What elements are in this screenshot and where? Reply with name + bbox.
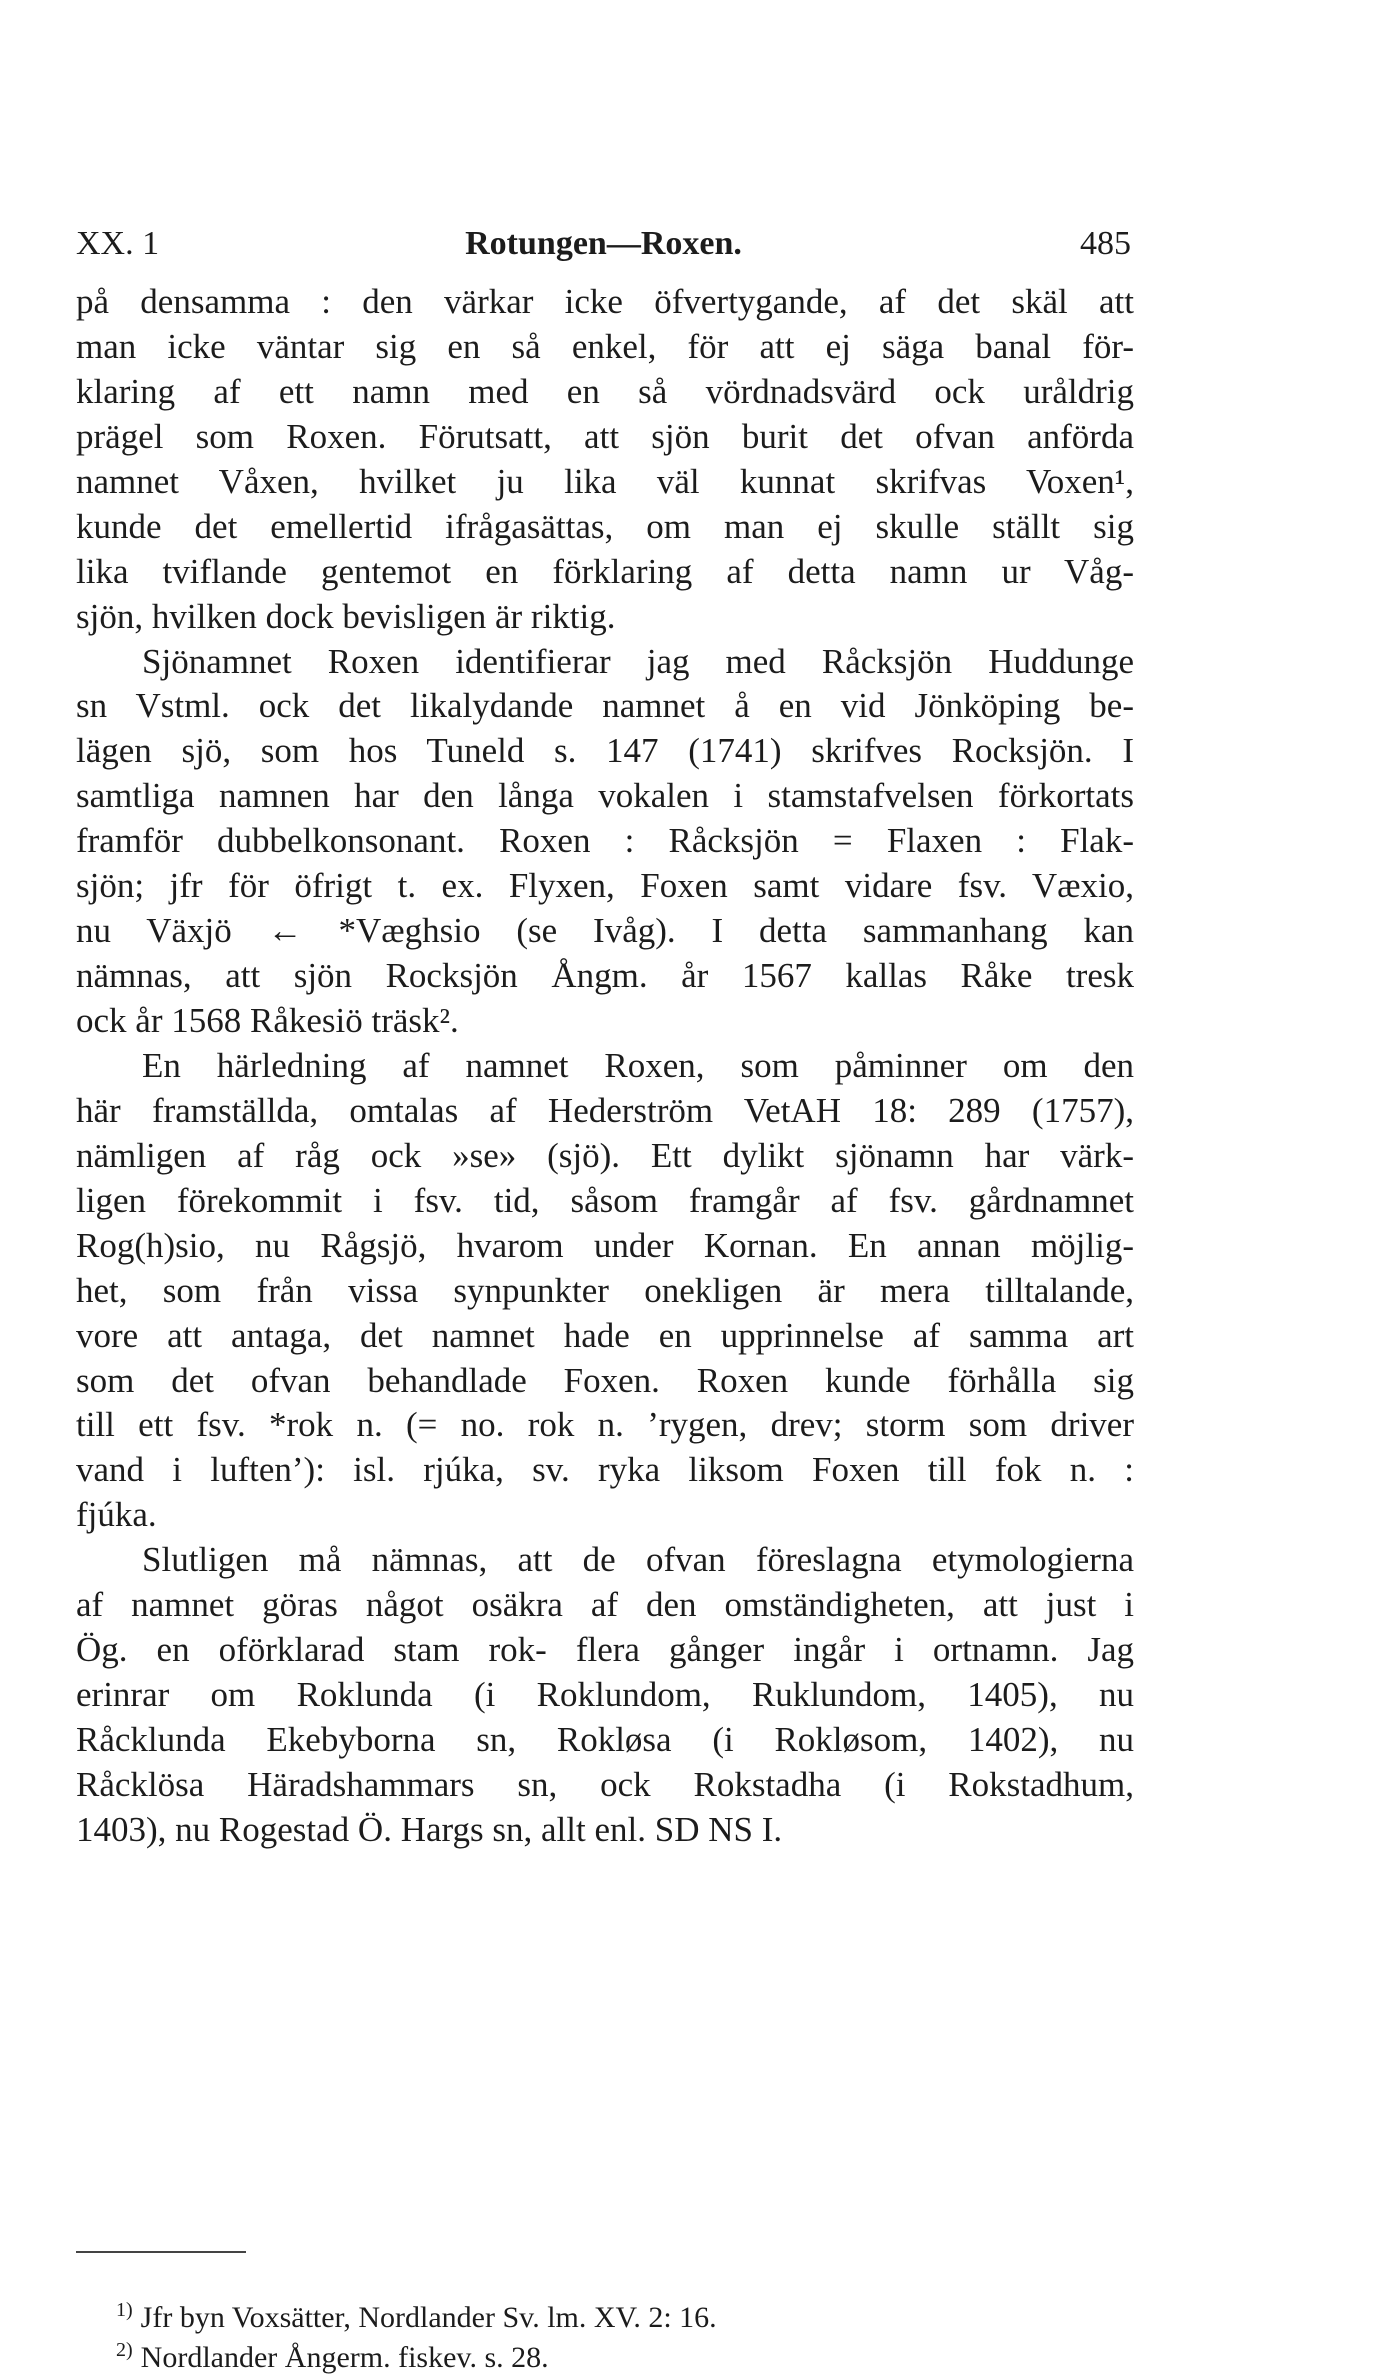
text-line: till ett fsv. *rok n. (= no. rok n. ’rygen, drev; storm som driver — [76, 1405, 1134, 1445]
text-line: kunde det emellertid ifrågasättas, om man ej skulle ställt sig — [76, 506, 1134, 546]
text-line: ock år 1568 Råkesiö träsk². — [76, 1001, 459, 1040]
text-line: En härledning af namnet Roxen, som påminner om den — [142, 1045, 1134, 1085]
body-text — [76, 280, 1134, 1853]
text-line: på densamma : den värkar icke öfvertygande, af det skäl att — [76, 282, 1134, 321]
footnote — [116, 2330, 1116, 2374]
text-line: Råcklunda Ekebyborna sn, Rokløsa (i Rokløsom, 1402), nu — [76, 1720, 1134, 1759]
text-line: man icke väntar sig en så enkel, för att ej säga banal för- — [76, 326, 1134, 366]
text-line: framför dubbelkonsonant. Roxen : Råcksjön = Flaxen : Flak- — [76, 821, 1134, 861]
text-line: sjön; jfr för öfrigt t. ex. Flyxen, Foxen samt vidare fsv. Væxio, — [76, 866, 1134, 906]
footnotes — [116, 2290, 1116, 2374]
text-line: här framställda, omtalas af Hederström VetAH 18: 289 (1757), — [76, 1090, 1134, 1130]
text-line: Sjönamnet Roxen identifierar jag med Råcksjön Huddunge — [142, 641, 1134, 681]
footnote-text: Jfr byn Voxsätter, Nordlander Sv. lm. XV. 2: 16. — [140, 2301, 717, 2334]
text-line: som det ofvan behandlade Foxen. Roxen kunde förhålla sig — [76, 1360, 1134, 1400]
text-line: ligen förekommit i fsv. tid, såsom framgår af fsv. gårdnamnet — [76, 1180, 1134, 1220]
text-line: het, som från vissa synpunkter onekligen är mera tilltalande, — [76, 1270, 1134, 1310]
text-line: sn Vstml. ock det likalydande namnet å en vid Jönköping be- — [76, 686, 1134, 726]
footnote-mark: 2) — [116, 2339, 133, 2361]
text-line: 1403), nu Rogestad Ö. Hargs sn, allt enl. SD NS I. — [76, 1809, 783, 1849]
text-line: samtliga namnen har den långa vokalen i stamstafvelsen förkortats — [76, 776, 1134, 816]
text-line: sjön, hvilken dock bevisligen är riktig. — [76, 596, 616, 636]
text-line: vand i luften’): isl. rjúka, sv. ryka liksom Foxen till fok n. : — [76, 1450, 1134, 1490]
text-line: nu Växjö ← *Væghsio (se Ivåg). I detta sammanhang kan — [76, 911, 1134, 951]
text-line: vore att antaga, det namnet hade en upprinnelse af samma art — [76, 1315, 1134, 1355]
text-line: klaring af ett namn med en så vördnadsvärd ock uråldrig — [76, 371, 1134, 411]
text-line: erinrar om Roklunda (i Roklundom, Ruklundom, 1405), nu — [76, 1675, 1134, 1715]
footnote-mark: 1) — [116, 2299, 133, 2321]
running-title: Rotungen—Roxen. — [465, 225, 742, 262]
page-number: 485 — [1080, 225, 1131, 262]
chapter-number: XX. 1 — [76, 225, 160, 262]
footnote-text: Nordlander Ångerm. fiskev. s. 28. — [140, 2341, 549, 2374]
text-line: af namnet göras något osäkra af den omständigheten, att just i — [76, 1585, 1134, 1625]
text-line: Ög. en oförklarad stam rok- flera gånger ingår i ortnamn. Jag — [76, 1630, 1134, 1670]
footnote-divider — [76, 2251, 246, 2253]
footnote — [116, 2290, 1116, 2334]
text-line: Rog(h)sio, nu Rågsjö, hvarom under Kornan. En annan möjlig- — [76, 1225, 1134, 1265]
text-line: nämnas, att sjön Rocksjön Ångm. år 1567 kallas Råke tresk — [76, 956, 1134, 996]
text-line: nämligen af råg ock »se» (sjö). Ett dylikt sjönamn har värk- — [76, 1135, 1134, 1175]
text-line: prägel som Roxen. Förutsatt, att sjön burit det ofvan anförda — [76, 416, 1134, 456]
text-line: Råcklösa Häradshammars sn, ock Rokstadha (i Rokstadhum, — [76, 1764, 1134, 1804]
running-header — [76, 222, 1131, 266]
text-line: namnet Våxen, hvilket ju lika väl kunnat skrifvas Voxen¹, — [76, 461, 1134, 501]
text-line: lika tviflande gentemot en förklaring af detta namn ur Våg- — [76, 551, 1134, 591]
text-line: fjúka. — [76, 1495, 157, 1535]
text-line: Slutligen må nämnas, att de ofvan föreslagna etymologierna — [142, 1540, 1134, 1580]
text-line: lägen sjö, som hos Tuneld s. 147 (1741) skrifves Rocksjön. I — [76, 731, 1134, 771]
